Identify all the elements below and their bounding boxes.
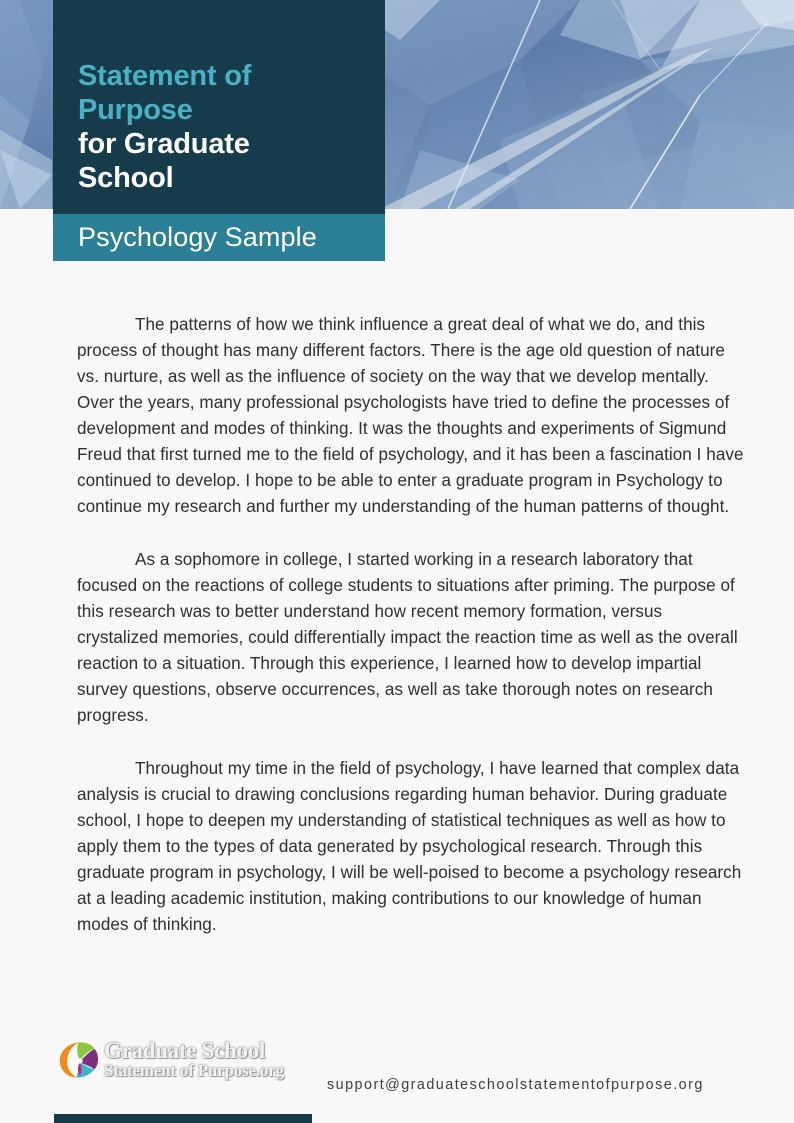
footer xyxy=(0,1033,794,1123)
body-paragraph: Throughout my time in the field of psychology, I have learned that complex data analysis is crucial to drawing conclusions regarding human behavior. During graduate school, I hope to deepen my understanding of statistical techniques as well as how to apply them to the types of data generated by psychological research. Through this graduate program in psychology, I will be well-poised to become a psychology research at a leading academic institution, making contributions to our knowledge of human modes of thinking. xyxy=(77,759,742,934)
logo-wordmark xyxy=(104,1040,284,1080)
body-paragraph: The patterns of how we think influence a great deal of what we do, and this process of thought has many different factors. There is the age old question of nature vs. nurture, as well as the influence of society on the way that we develop mentally. Over the years, many professional psychologists have tried to define the processes of development and modes of thinking. It was the thoughts and experiments of Sigmund Freud that first turned me to the field of psychology, and it has been a fascination I have continued to develop. I hope to be able to enter a graduate program in Psychology to continue my research and further my understanding of the human patterns of thought. xyxy=(77,315,744,516)
title-line-4: School xyxy=(78,161,174,194)
body-content xyxy=(77,312,745,938)
colorful-petal-circle-logo-icon xyxy=(58,1038,102,1082)
logo-title: Graduate School xyxy=(104,1038,265,1063)
support-email[interactable]: support@graduateschoolstatementofpurpose.org xyxy=(327,1077,704,1093)
body-paragraph: As a sophomore in college, I started working in a research laboratory that focused on the reactions of college students to situations after priming. The purpose of this research was to better understand how recent memory formation, versus crystalized memories, could differentially impact the reaction time as well as the overall reaction to a situation. Through this experience, I learned how to develop impartial survey questions, observe occurrences, as well as take thorough notes on research progress. xyxy=(77,550,738,725)
subtitle-bar xyxy=(53,214,385,261)
title-panel xyxy=(53,0,385,214)
title-line-1: Statement of xyxy=(78,60,252,92)
footer-accent-bar xyxy=(54,1114,312,1123)
logo-subtitle: Statement of Purpose.org xyxy=(104,1061,284,1080)
subtitle-text: Psychology Sample xyxy=(78,222,317,252)
title-line-3: for Graduate xyxy=(78,127,250,160)
title-line-2: Purpose xyxy=(78,93,193,126)
site-logo[interactable] xyxy=(58,1038,284,1082)
